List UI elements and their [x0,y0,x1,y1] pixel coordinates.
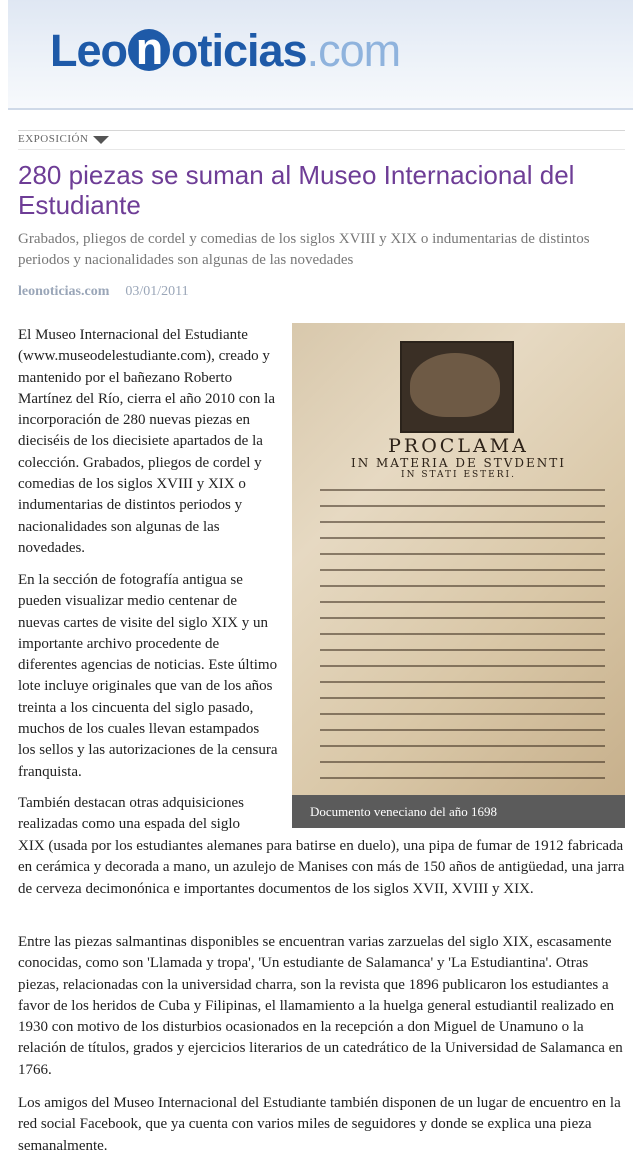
doc-title-stati: IN STATI ESTERI. [401,470,516,480]
article-paragraph-5: Los amigos del Museo Internacional del Estudiante también disponen de un lugar de encuentro en la red social Facebook, que ya cuenta con varios miles de seguidores y donde se explica una pieza semanalmente. [18,1095,621,1154]
article-meta [18,284,189,300]
article-paragraph-3-cont: XIX (usada por los estudiantes alemanes para batirse en duelo), una pipa de fumar de 1912 fabricada en cerámica y decorada a mano, un azulejo de Manises con más de 150 años de antigüedad, una jarra de cerveza decimonónica e importantes documentos de los siglos XVII, XVIII y XIX. [18,838,625,897]
doc-title-proclama: PROCLAMA [388,435,529,457]
article-title: 280 piezas se suman al Museo Internacional del Estudiante [18,160,575,220]
figure-caption-text: Documento veneciano del año 1698 [310,804,497,819]
article-paragraph-1: El Museo Internacional del Estudiante (www.museodelestudiante.com), creado y mantenido por el bañezano Roberto Martínez del Río, cierra el año 2010 con la incorporación de 280 nuevas piezas en dieciséis de los diecisiete apartados de la colección. Grabados, pliegos de cordel y comedias de los siglos XVIII y XIX o indumentarias de distintos periodos y nacionalidades son algunas de las novedades. [18,327,275,556]
figure-caption [292,795,625,828]
document-body-text [320,481,605,781]
chevron-down-icon[interactable] [93,136,109,144]
logo-badge-n: n [128,29,170,71]
article-source[interactable]: leonoticias.com [18,284,110,299]
logo-text-com: .com [306,25,401,76]
article-date: 03/01/2011 [125,284,189,299]
article-paragraph-4: Entre las piezas salmantinas disponibles se encuentran varias zarzuelas del siglo XIX, escasamente conocidas, como son 'Llamada y tropa', 'Un estudiante de Salamanca' y 'La Estudiantina'. Otras piezas, relacionadas con la universidad charra, son la revista que 1896 publicaron los estudiantes a favor de los heridos de Cuba y Filipinas, el llamamiento a la huelga general estudiantil realizado en 1930 con motivo de los disturbios ocasionados en la recepción a don Miguel de Unamuno o la relación de títulos, grados y ejercicios literarios de un catedrático de la Universidad de Salamanca en 1766. [18,934,623,1078]
section-label[interactable]: EXPOSICIÓN [18,133,89,145]
article-paragraph-3-start: También destacan otras adquisiciones realizadas como una espada del siglo [18,795,244,833]
article-figure [292,323,625,828]
section-bar [18,130,625,150]
site-logo[interactable] [50,23,401,76]
doc-title-materia: IN MATERIA DE STVDENTI [350,456,567,470]
document-image [292,323,625,795]
logo-text-leo: Leo [50,25,128,76]
site-header [8,0,633,110]
venetian-lion-crest-icon [400,341,514,433]
article-paragraph-2: En la sección de fotografía antigua se pueden visualizar medio centenar de nuevas cartes de visite del siglo XIX y un importante archivo procedente de diferentes agencias de noticias. Este último lote incluye originales que van de los años treinta a los cincuenta del siglo pasado, muchos de los cuales llevan estampados los sellos y las autorizaciones de la censura franquista. [18,572,278,780]
article-subtitle: Grabados, pliegos de cordel y comedias de los siglos XVIII y XIX o indumentarias de distintos periodos y nacionalidades son algunas de las novedades [18,231,590,268]
logo-text-oticias: oticias [171,25,307,76]
